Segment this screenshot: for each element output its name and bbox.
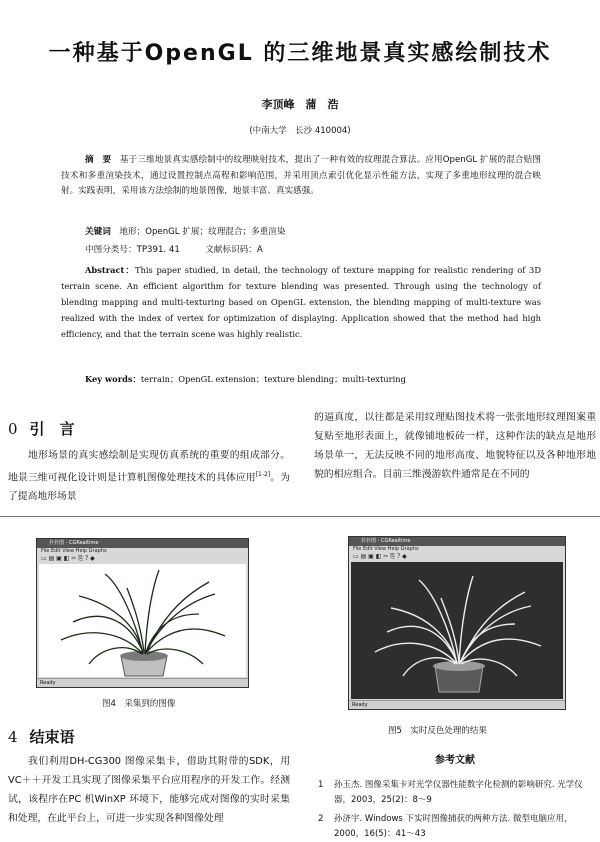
keywords-en-label: Key words： bbox=[85, 374, 141, 384]
intro-left-column bbox=[8, 446, 290, 506]
paper-title: 一种基于OpenGL 的三维地景真实感绘制技术 bbox=[48, 41, 552, 66]
doc-code-label: 文献标识码： bbox=[205, 245, 257, 255]
intro-heading bbox=[8, 418, 75, 439]
fig5-menubar: File Edit View Help Graphs bbox=[353, 546, 419, 552]
reference-number: 1 bbox=[318, 780, 324, 790]
fig4-plant-image bbox=[39, 564, 246, 677]
figure-4 bbox=[36, 538, 249, 688]
conclusion-title: 结束语 bbox=[29, 728, 75, 746]
abstract-cn bbox=[61, 153, 541, 200]
abstract-cn-text: 基于三维地景真实感绘制中的纹理映射技术，提出了一种有效的纹理混合算法。应用OpenGL 扩展的混合贴图技术和多重渲染技术，通过设置控制点高程和影响范围，并采用顶点索引优化显示性能方法，实现了多重地形纹理的混合映射。实践表明，采用该方法绘制的地景图像，地景丰富、真实感强。 bbox=[61, 155, 541, 196]
fig4-statusbar: Ready bbox=[37, 678, 248, 687]
reference-item bbox=[318, 812, 598, 842]
abstract-en-label: Abstract： bbox=[85, 265, 135, 275]
fig5-inverted-image bbox=[351, 562, 563, 699]
reference-text: 孙济宇. Windows 下实时图像捕获的两种方法. 微型电脑应用，2000，16(5)：41～43 bbox=[334, 814, 573, 839]
fig4-menubar: File Edit View Help Graphs bbox=[41, 548, 107, 554]
intro-citation: [1-2] bbox=[255, 471, 271, 478]
intro-right-column bbox=[314, 408, 596, 484]
keywords-en bbox=[85, 373, 406, 385]
abstract-cn-label: 摘 要 bbox=[85, 155, 112, 165]
conclusion-heading bbox=[8, 726, 75, 747]
keywords-cn bbox=[85, 225, 285, 237]
reference-number: 2 bbox=[318, 814, 324, 824]
reference-text: 孙玉杰. 图像采集卡对光学仪器性能数字化检测的影响研究. 光学仪器，2003，25(2)：8～9 bbox=[334, 780, 583, 805]
intro-right-text: 的逼真度，以往都是采用纹理贴图技术将一张张地形纹理图案重复贴至地形表面上，就像铺地板砖一样，这种作法的缺点是地形场景单一，无法反映不同的地形高度、地貌特征以及各种地形地貌的相应组合。目前三维漫游软件通常是在不同的 bbox=[314, 412, 596, 480]
figure-5 bbox=[348, 536, 566, 710]
fig4-toolbar: ▭ ▤ ▣ ◧ ✂ ⎘ ? ◆ bbox=[41, 555, 95, 562]
intro-title: 引 言 bbox=[29, 420, 75, 438]
intro-number: 0 bbox=[8, 420, 18, 438]
conclusion-text: 我们利用DH-CG300 图像采集卡，借助其附带的SDK，用VC＋＋开发工具实现了图像采集平台应用程序的开发工作。经测试，该程序在PC 机WinXP 环境下，能够完成对图像的实时采集和处理，在此平台上，可进一步实现各种图像处理 bbox=[8, 756, 290, 824]
fig5-titlebar: 扑扑图 - CGRealtime bbox=[349, 537, 565, 546]
clc-label: 中图分类号： bbox=[85, 245, 137, 255]
doc-code-value: A bbox=[256, 245, 263, 255]
abstract-en bbox=[61, 262, 541, 342]
paper-affiliation: (中南大学 长沙 410004) bbox=[249, 126, 351, 136]
reference-item bbox=[318, 778, 598, 808]
figure-4-caption: 图4 采集到的图像 bbox=[102, 699, 176, 709]
paper-authors: 李顶峰 蒲 浩 bbox=[261, 98, 339, 111]
abstract-en-text: This paper studied, in detail, the technology of texture mapping for realistic rendering of 3D terrain scene. An efficient algorithm for texture blending was presented. Through using the technology of blending mapping and multi-texturing based on OpenGL extension, the blending mapping of multi-texture was realized with the index of vertex for optimization of displaying. Application showed that the method had high efficiency, and that the terrain scene was highly realistic. bbox=[61, 265, 541, 339]
fig5-toolbar: ▭ ▤ ▣ ◧ ✂ ⎘ ? ◆ bbox=[353, 553, 407, 560]
conclusion-number: 4 bbox=[8, 728, 18, 746]
clc-value: TP391. 41 bbox=[136, 245, 180, 255]
column-divider bbox=[0, 516, 600, 517]
keywords-cn-label: 关键词 bbox=[85, 227, 111, 237]
conclusion-column bbox=[8, 752, 290, 842]
intro-left-tail: 。为了提高地形场景 bbox=[8, 472, 291, 503]
references-title: 参考文献 bbox=[435, 755, 475, 766]
keywords-cn-text: 地形；OpenGL 扩展；纹理混合；多重渲染 bbox=[119, 227, 286, 237]
fig5-statusbar: Ready bbox=[349, 700, 565, 709]
fig4-titlebar: 扑扑图 - CGRealtime bbox=[37, 539, 248, 548]
figure-5-caption: 图5 实时反色处理的结果 bbox=[388, 726, 487, 736]
keywords-en-text: terrain；OpenGL extension；texture blending；multi-texturing bbox=[140, 374, 406, 384]
intro-left-text: 地形场景的真实感绘制是实现仿真系统的重要的组成部分。地景三维可视化设计则是计算机图像处理技术的具体应用 bbox=[8, 450, 290, 484]
classification-row bbox=[85, 243, 263, 255]
